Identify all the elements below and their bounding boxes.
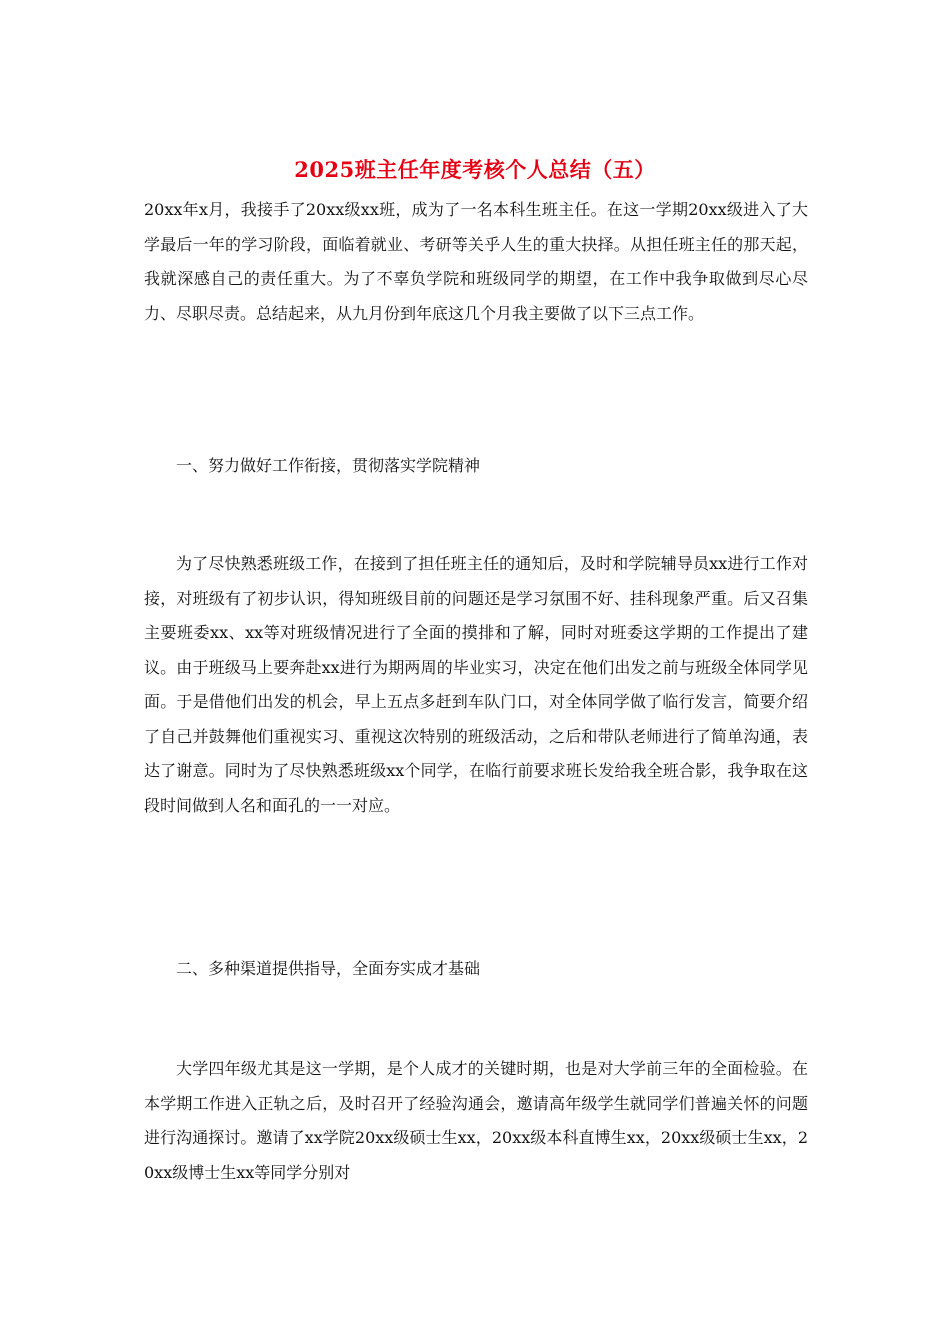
intro-paragraph: 20xx年x月，我接手了20xx级xx班，成为了一名本科生班主任。在这一学期20xx级进入了大学最后一年的学习阶段，面临着就业、考研等关乎人生的重大抉择。从担任班主任的那天起，我就深感自己的责任重大。为了不辜负学院和班级同学的期望，在工作中我争取做到尽心尽力、尽职尽责。总结起来，从九月份到年底这几个月我主要做了以下三点工作。 — [144, 200, 808, 323]
section-heading-2: 二、多种渠道提供指导，全面夯实成才基础 — [176, 959, 481, 978]
document-title: 2025班主任年度考核个人总结（五） — [294, 157, 656, 182]
section-1-paragraph: 为了尽快熟悉班级工作，在接到了担任班主任的通知后，及时和学院辅导员xx进行工作对接，对班级有了初步认识，得知班级目前的问题还是学习氛围不好、挂科现象严重。后又召集主要班委xx、xx等对班级情况进行了全面的摸排和了解，同时对班委这学期的工作提出了建议。由于班级马上要奔赴xx进行为期两周的毕业实习，决定在他们出发之前与班级全体同学见面。于是借他们出发的机会，早上五点多赶到车队门口，对全体同学做了临行发言，简要介绍了自己并鼓舞他们重视实习、重视这次特别的班级活动，之后和带队老师进行了简单沟通，表达了谢意。同时为了尽快熟悉班级xx个同学，在临行前要求班长发给我全班合影，我争取在这段时间做到人名和面孔的一一对应。 — [144, 554, 808, 815]
section-2-paragraph: 大学四年级尤其是这一学期，是个人成才的关键时期，也是对大学前三年的全面检验。在本学期工作进入正轨之后，及时召开了经验沟通会，邀请高年级学生就同学们普遍关怀的问题进行沟通探讨。邀请了xx学院20xx级硕士生xx，20xx级本科直博生xx，20xx级硕士生xx，20xx级博士生xx等同学分别对 — [144, 1059, 808, 1182]
section-heading-1: 一、努力做好工作衔接，贯彻落实学院精神 — [176, 456, 481, 475]
